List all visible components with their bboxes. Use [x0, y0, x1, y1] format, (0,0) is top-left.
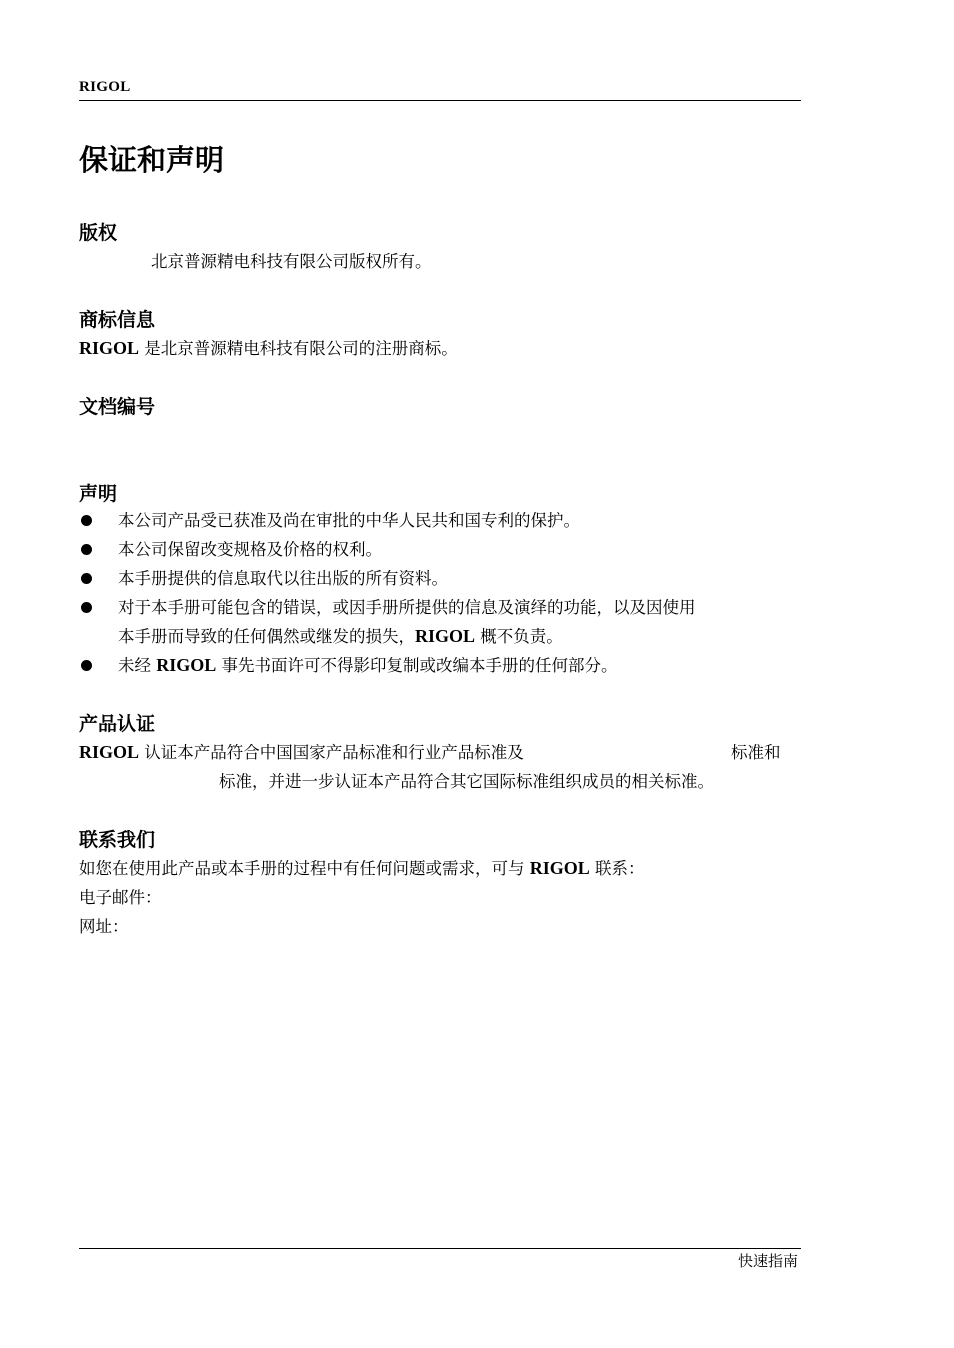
statement-text: 概不负责。 — [480, 627, 563, 646]
bullet-icon — [81, 602, 92, 613]
footer-text: 快速指南 — [737, 1252, 798, 1270]
website-label: 网址： — [79, 917, 129, 936]
contact-text: 如您在使用此产品或本手册的过程中有任何问题或需求，可与 — [79, 859, 525, 878]
email-label: 电子邮件： — [79, 888, 162, 907]
statement-text: 本公司保留改变规格及价格的权利。 — [118, 540, 382, 559]
copyright-text: 北京普源精电科技有限公司版权所有。 — [151, 252, 432, 271]
page-title: 保证和声明 — [79, 143, 225, 177]
contact-brand: RIGOL — [529, 858, 590, 878]
certification-heading: 产品认证 — [79, 713, 156, 735]
certification-line1-tail: 标准和 — [731, 743, 781, 762]
trademark-text — [79, 334, 458, 363]
statement-text: 对于本手册可能包含的错误，或因手册所提供的信息及演绎的功能，以及因使用 — [118, 598, 696, 617]
header-brand: RIGOL — [79, 79, 131, 95]
bullet-icon — [81, 660, 92, 671]
list-item — [79, 564, 809, 593]
statement-brand: RIGOL — [156, 655, 217, 675]
certification-line2: 标准，并进一步认证本产品符合其它国际标准组织成员的相关标准。 — [219, 772, 714, 791]
certification-line1 — [79, 738, 524, 767]
trademark-heading: 商标信息 — [79, 309, 156, 331]
list-item — [79, 506, 809, 535]
statement-text: 事先书面许可不得影印复制或改编本手册的任何部分。 — [221, 656, 618, 675]
bullet-icon — [81, 544, 92, 555]
statement-text: 本公司产品受已获准及尚在审批的中华人民共和国专利的保护。 — [118, 511, 580, 530]
statement-brand: RIGOL — [415, 626, 476, 646]
contact-heading: 联系我们 — [79, 829, 156, 851]
doc-number-heading: 文档编号 — [79, 396, 156, 418]
footer-divider — [79, 1248, 801, 1249]
bullet-icon — [81, 573, 92, 584]
statement-text: 本手册提供的信息取代以往出版的所有资料。 — [118, 569, 448, 588]
list-item — [79, 651, 809, 680]
statement-heading: 声明 — [79, 483, 118, 505]
bullet-icon — [81, 515, 92, 526]
contact-line — [79, 854, 645, 883]
certification-text: 认证本产品符合中国国家产品标准和行业产品标准及 — [144, 743, 524, 762]
contact-text: 联系： — [595, 859, 645, 878]
statement-text: 未经 — [118, 656, 151, 675]
certification-brand: RIGOL — [79, 742, 140, 762]
statement-list — [79, 506, 809, 680]
list-item — [79, 593, 809, 651]
list-item — [79, 535, 809, 564]
trademark-description: 是北京普源精电科技有限公司的注册商标。 — [144, 339, 458, 358]
statement-text: 本手册而导致的任何偶然或继发的损失， — [118, 627, 415, 646]
header-divider — [79, 100, 801, 101]
copyright-heading: 版权 — [79, 222, 118, 244]
trademark-brand: RIGOL — [79, 338, 140, 358]
